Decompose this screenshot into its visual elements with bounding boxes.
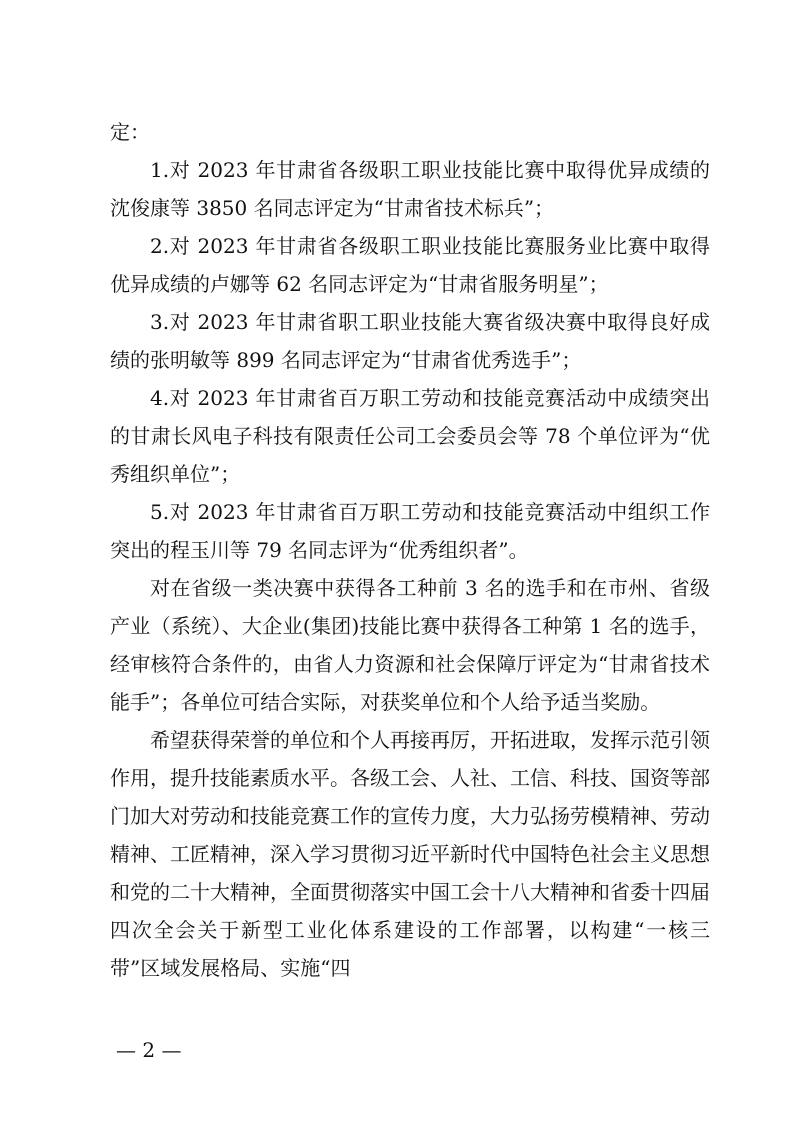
paragraph-item-5: 5.对 2023 年甘肃省百万职工劳动和技能竞赛活动中组织工作突出的程玉川等 79 名同志评为“优秀组织者”。 (110, 500, 710, 562)
paragraph-item-3: 3.对 2023 年甘肃省职工职业技能大赛省级决赛中取得良好成绩的张明敏等 899 名同志评定为“甘肃省优秀选手”； (110, 310, 710, 372)
paragraph-technical-expert: 对在省级一类决赛中获得各工种前 3 名的选手和在市州、省级产业（系统）、大企业(集团)技能比赛中获得各工种第 1 名的选手，经审核符合条件的，由省人力资源和社会保障厅评定为“甘肃省技术能手”；各单位可结合实际，对获奖单位和个人给予适当奖励。 (110, 576, 710, 714)
page-number: — 2 — (116, 1038, 182, 1062)
paragraph-expectation: 希望获得荣誉的单位和个人再接再厉，开拓进取，发挥示范引领作用，提升技能素质水平。各级工会、人社、工信、科技、国资等部门加大对劳动和技能竞赛工作的宣传力度，大力弘扬劳模精神、劳动精神、工匠精神，深入学习贯彻习近平新时代中国特色社会主义思想和党的二十大精神，全面贯彻落实中国工会十八大精神和省委十四届四次全会关于新型工业化体系建设的工作部署，以构建“一核三带”区域发展格局、实施“四 (110, 728, 710, 980)
paragraph-continuation: 定： (110, 120, 150, 144)
document-body (110, 113, 710, 987)
paragraph-item-2: 2.对 2023 年甘肃省各级职工职业技能比赛服务业比赛中取得优异成绩的卢娜等 62 名同志评定为“甘肃省服务明星”； (110, 234, 710, 296)
paragraph-item-4: 4.对 2023 年甘肃省百万职工劳动和技能竞赛活动中成绩突出的甘肃长风电子科技有限责任公司工会委员会等 78 个单位评为“优秀组织单位”； (110, 386, 710, 486)
paragraph-item-1: 1.对 2023 年甘肃省各级职工职业技能比赛中取得优异成绩的沈俊康等 3850 名同志评定为“甘肃省技术标兵”； (110, 158, 710, 220)
